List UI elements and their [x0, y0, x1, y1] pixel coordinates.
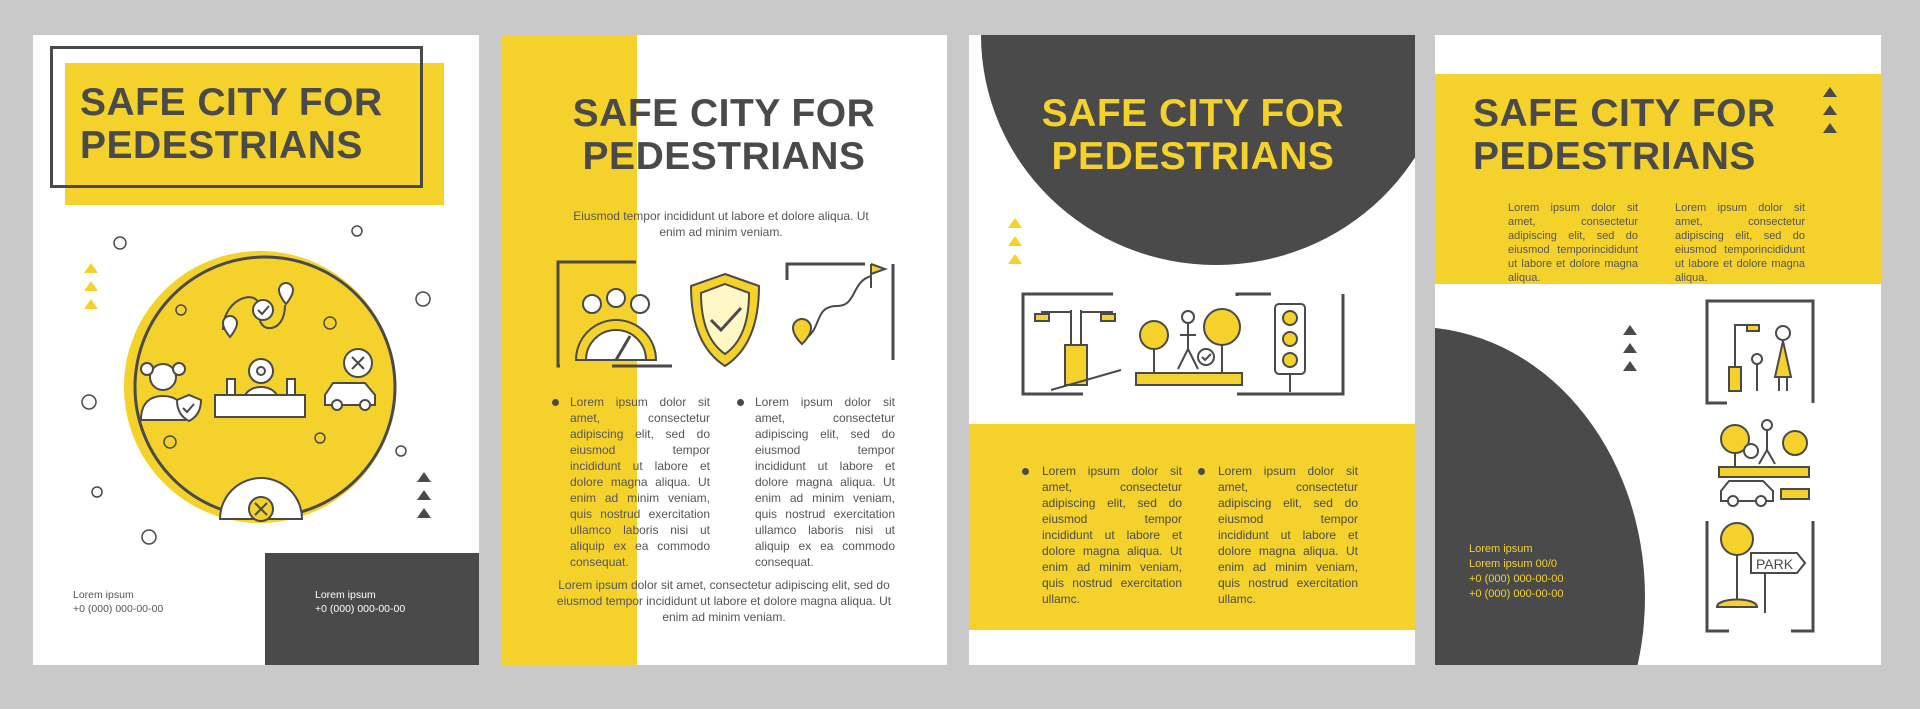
gauge-cross-icon: [216, 467, 306, 527]
bullet-icon: [552, 399, 559, 406]
street-lamps-icon: [1021, 290, 1137, 402]
park-sign-label: PARK: [1756, 556, 1794, 572]
car-cross-icon: [321, 345, 387, 415]
brochure-page-1: [33, 35, 479, 665]
page-title: SAFE CITY FOR PEDESTRIANS: [572, 92, 876, 178]
child-shield-icon: [133, 355, 203, 425]
route-flag-icon: [785, 260, 895, 375]
brochure-page-4: [1435, 35, 1881, 665]
page-title: SAFE CITY FOR PEDESTRIANS: [1473, 92, 1776, 178]
lamp-parent-child-icon: [1705, 297, 1817, 405]
page-title: SAFE CITY FOR PEDESTRIANS: [80, 81, 383, 167]
body-column-1: Lorem ipsum dolor sit amet, consectetur adipiscing elit, sed do eiusmod tempor incididunt ut labore et dolore magna aliqua. Ut enim ad minim veniam, quis nostrud exercitation ullamco laboris nisi ut aliquip ex ea commodo consequat.: [570, 395, 710, 569]
contact-block: Lorem ipsum Lorem ipsum 00/0 +0 (000) 000-00-00 +0 (000) 000-00-00: [1469, 543, 1564, 600]
speedometer-faces-icon: [556, 260, 672, 375]
body-column-1: Lorem ipsum dolor sit amet, consectetur adipiscing elit, sed do eiusmod tempor incididunt ut labore et dolore magna aliqua. Ut enim ad minim veniam, quis nostrud exercitation ullamc.: [1042, 464, 1182, 606]
bullet-icon: [1198, 468, 1205, 475]
contact-right: Lorem ipsum +0 (000) 000-00-00: [315, 589, 406, 615]
pedestrian-park-icon: [1134, 305, 1244, 387]
body-column-1: Lorem ipsum dolor sit amet, consectetur adipiscing elit, sed do eiusmod temporincididunt ut labore et dolore magna aliqua.: [1508, 202, 1638, 284]
body-column-2: Lorem ipsum dolor sit amet, consectetur adipiscing elit, sed do eiusmod tempor incididunt ut labore et dolore magna aliqua. Ut enim ad minim veniam, quis nostrud exercitation ullamc.: [1218, 464, 1358, 606]
brochure-page-3: [969, 35, 1415, 665]
park-crossing-car-icon: [1717, 415, 1813, 507]
shield-check-icon: [687, 272, 763, 372]
footer-text: Lorem ipsum dolor sit amet, consectetur adipiscing elit, sed do eiusmod tempor incididunt ut labore et dolore magna aliqua. Ut enim ad minim veniam.: [556, 578, 892, 624]
bullet-icon: [737, 399, 744, 406]
body-column-2: Lorem ipsum dolor sit amet, consectetur adipiscing elit, sed do eiusmod temporincididunt ut labore et dolore magna aliqua.: [1675, 202, 1805, 284]
page-title: SAFE CITY FOR PEDESTRIANS: [1041, 92, 1345, 178]
dark-blob: [1435, 327, 1645, 665]
body-column-2: Lorem ipsum dolor sit amet, consectetur adipiscing elit, sed do eiusmod tempor incididunt ut labore et dolore magna aliqua. Ut enim ad minim veniam, quis nostrud exercitation ullamco laboris nisi ut aliquip ex ea commodo consequat.: [755, 395, 895, 569]
contact-left: Lorem ipsum +0 (000) 000-00-00: [73, 589, 164, 615]
traffic-light-icon: [1235, 290, 1347, 402]
lead-text: Eiusmod tempor incididunt ut labore et dolore aliqua. Ut enim ad minim veniam.: [573, 209, 869, 239]
bullet-icon: [1022, 468, 1029, 475]
brochure-page-2: [501, 35, 947, 665]
gear-worker-icon: [213, 353, 309, 423]
route-pins-icon: [215, 275, 305, 355]
park-sign-icon: [1705, 517, 1817, 635]
